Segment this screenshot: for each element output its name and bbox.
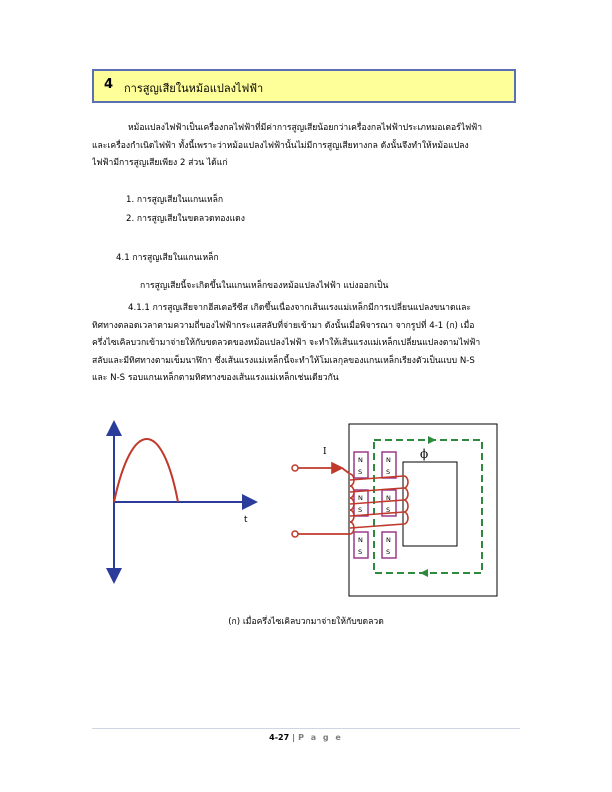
waveform-graph (114, 428, 250, 576)
coil-winding (350, 474, 408, 534)
section-heading-box (92, 69, 516, 103)
intro-line: ไฟฟ้ามีการสูญเสียเพียง 2 ส่วน ได้แก่ (92, 158, 228, 168)
current-label: I (323, 447, 327, 457)
page-footer (0, 733, 612, 742)
flux-arrow-top-icon (428, 436, 436, 444)
figure-caption: (ก) เมื่อครึ่งไซเคิลบวกมาจ่ายให้กับขดลวด (228, 617, 384, 627)
coil-leads (292, 447, 350, 537)
domain-n-label: N (358, 456, 363, 464)
domain-n-label: N (358, 536, 363, 544)
intro-line: และเครื่องกำเนิดไฟฟ้า ทั้งนี้เพราะว่าหม้อแปลงไฟฟ้านั้นไม่มีการสูญเสียทางกล ดังนั้นจึงทำให้หม้อแปลง (92, 140, 469, 151)
input-terminal (292, 465, 298, 471)
footer-divider (92, 728, 520, 729)
domain-n-label: N (358, 494, 363, 502)
detail-line: 4.1.1 การสูญเสียจากฮีสเตอรีซีส เกิดขึ้นเนื่องจากเส้นแรงแม่เหล็กมีการเปลี่ยนแปลงขนาดและ (128, 303, 471, 313)
footer-separator: | (292, 733, 296, 742)
domain-n-label: N (386, 494, 391, 502)
output-terminal (292, 531, 298, 537)
list-item: 1. การสูญเสียในแกนเหล็ก (126, 195, 224, 205)
flux-arrow-bottom-icon (420, 569, 428, 577)
domain-n-label: N (386, 456, 391, 464)
page-word: P a g e (298, 733, 343, 742)
domain-s-label: S (386, 506, 391, 514)
coil-turn (350, 524, 404, 528)
domain-n-label: N (386, 536, 391, 544)
core-window (403, 462, 457, 546)
detail-line: ทิศทางตลอดเวลาตามความถี่ของไฟฟ้ากระแสสลับที่จ่ายเข้ามา ดังนั้นเมื่อพิจารณา จากรูปที่ 4-1 (ก) เมื่อ (92, 320, 475, 331)
domain-s-label: S (358, 468, 363, 476)
domain-s-label: S (386, 468, 391, 476)
detail-line: และ N-S รอบแกนเหล็กตามทิศทางของเส้นแรงแม่เหล็กเช่นเดียวกัน (92, 373, 339, 383)
detail-line: ครึ่งไซเคิลบวกเข้ามาจ่ายให้กับขดลวดของหม้อแปลงไฟฟ้า จะทำให้เส้นแรงแม่เหล็กเปลี่ยนแปลงตามไฟฟ้า (92, 338, 481, 348)
page-number: 4-27 (269, 733, 290, 742)
intro-paragraph (92, 120, 518, 173)
domain-s-label: S (358, 548, 363, 556)
detail-line: สลับและมีทิศทางตามเข็มนาฬิกา ซึ่งเส้นแรงแม่เหล็กนี้จะทำให้โมเลกุลของแกนเหล็กเรียงตัวเป็นแบบ N-S (92, 355, 475, 366)
time-axis-label: t (244, 515, 248, 525)
loss-list (126, 191, 245, 229)
section-number: 4 (104, 77, 114, 92)
positive-half-cycle (114, 439, 178, 502)
subsection-heading: 4.1 การสูญเสียในแกนเหล็ก (116, 253, 219, 263)
intro-line: หม้อแปลงไฟฟ้าเป็นเครื่องกลไฟฟ้าที่มีค่าการสูญเสียน้อยกว่าเครื่องกลไฟฟ้าประเภทมอเตอร์ไฟฟ้า (128, 123, 483, 133)
subsection-intro: การสูญเสียนี้จะเกิดขึ้นในแกนเหล็กของหม้อแปลงไฟฟ้า แบ่งออกเป็น (140, 281, 389, 291)
domain-s-label: S (358, 506, 363, 514)
coil-return (404, 476, 408, 524)
detail-paragraph (92, 300, 518, 388)
section-title: การสูญเสียในหม้อแปลงไฟฟ้า (124, 82, 264, 95)
domain-s-label: S (386, 548, 391, 556)
transformer-core (349, 424, 497, 596)
flux-label: ϕ (420, 447, 429, 461)
list-item: 2. การสูญเสียในขดลวดทองแดง (126, 214, 245, 224)
hysteresis-figure (92, 418, 522, 608)
